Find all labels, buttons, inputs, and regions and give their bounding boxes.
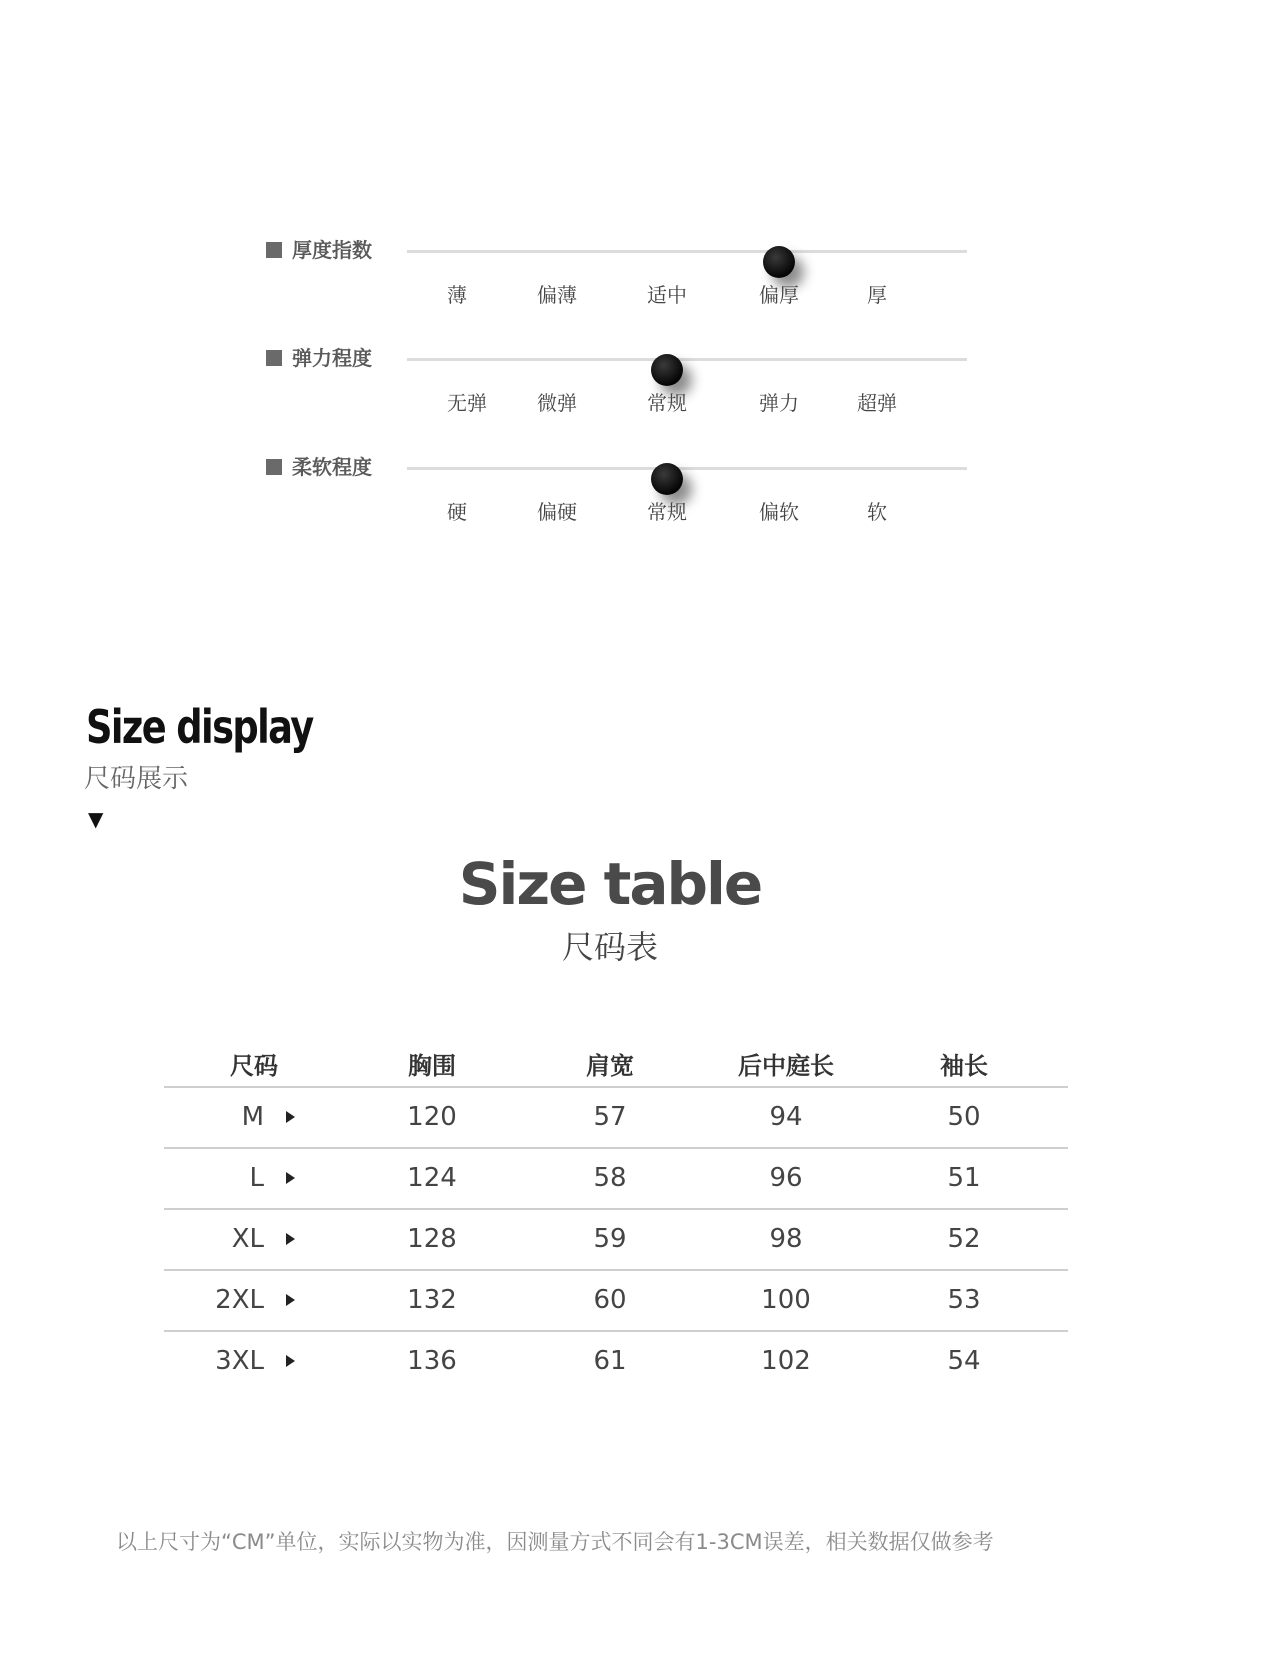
size-table-title: Size table bbox=[458, 850, 762, 918]
table-header bbox=[164, 1036, 1068, 1086]
chest-cell: 120 bbox=[407, 1102, 457, 1132]
header-size: 尺码 bbox=[230, 1052, 278, 1080]
thickness-option: 适中 bbox=[647, 283, 687, 307]
chest-cell: 136 bbox=[407, 1346, 457, 1376]
size-cell: 3XL bbox=[215, 1346, 264, 1376]
elasticity-option: 弹力 bbox=[759, 391, 799, 415]
table-row bbox=[164, 1330, 1068, 1391]
softness-option: 偏硬 bbox=[537, 500, 577, 524]
table-row bbox=[164, 1208, 1068, 1269]
table-row bbox=[164, 1147, 1068, 1208]
thickness-option: 偏厚 bbox=[759, 283, 799, 307]
triangle-down-icon: ▼ bbox=[88, 807, 104, 831]
attr-label-softness: 柔软程度 bbox=[266, 455, 372, 479]
chest-cell: 132 bbox=[407, 1285, 457, 1315]
table-row bbox=[164, 1086, 1068, 1147]
sleeve-cell: 54 bbox=[947, 1346, 981, 1376]
thickness-option: 厚 bbox=[867, 283, 887, 307]
shoulder-cell: 59 bbox=[593, 1224, 627, 1254]
attr-softness bbox=[266, 455, 966, 565]
softness-option: 偏软 bbox=[759, 500, 799, 524]
header-shoulder: 肩宽 bbox=[586, 1052, 634, 1080]
elasticity-option: 微弹 bbox=[537, 391, 577, 415]
square-bullet-icon bbox=[266, 350, 282, 366]
thickness-knob bbox=[763, 246, 795, 278]
softness-track bbox=[407, 467, 967, 470]
triangle-right-icon bbox=[286, 1355, 295, 1367]
footnote: 以上尺寸为“CM”单位，实际以实物为准，因测量方式不同会有1-3CM误差，相关数据仅做参考 bbox=[116, 1530, 994, 1554]
shoulder-cell: 57 bbox=[593, 1102, 627, 1132]
header-back-length: 后中庭长 bbox=[738, 1052, 834, 1080]
thickness-option: 偏薄 bbox=[537, 283, 577, 307]
shoulder-cell: 61 bbox=[593, 1346, 627, 1376]
shoulder-cell: 60 bbox=[593, 1285, 627, 1315]
chest-cell: 124 bbox=[407, 1163, 457, 1193]
square-bullet-icon bbox=[266, 242, 282, 258]
size-cell: L bbox=[249, 1163, 264, 1193]
size-cell: M bbox=[241, 1102, 264, 1132]
elasticity-track bbox=[407, 358, 967, 361]
sleeve-cell: 51 bbox=[947, 1163, 981, 1193]
triangle-right-icon bbox=[286, 1111, 295, 1123]
elasticity-option: 无弹 bbox=[447, 391, 487, 415]
attr-thickness bbox=[266, 238, 966, 348]
size-display-subtitle: 尺码展示 bbox=[84, 764, 189, 794]
elasticity-knob bbox=[651, 354, 683, 386]
thickness-option: 薄 bbox=[447, 283, 467, 307]
elasticity-option: 超弹 bbox=[857, 391, 897, 415]
triangle-right-icon bbox=[286, 1294, 295, 1306]
back-length-cell: 102 bbox=[761, 1346, 811, 1376]
size-table-subtitle: 尺码表 bbox=[561, 928, 658, 966]
back-length-cell: 100 bbox=[761, 1285, 811, 1315]
back-length-cell: 94 bbox=[769, 1102, 803, 1132]
chest-cell: 128 bbox=[407, 1224, 457, 1254]
attr-label-elasticity: 弹力程度 bbox=[266, 346, 372, 370]
sleeve-cell: 53 bbox=[947, 1285, 981, 1315]
sleeve-cell: 52 bbox=[947, 1224, 981, 1254]
square-bullet-icon bbox=[266, 459, 282, 475]
thickness-track bbox=[407, 250, 967, 253]
back-length-cell: 96 bbox=[769, 1163, 803, 1193]
attr-elasticity bbox=[266, 346, 966, 456]
triangle-right-icon bbox=[286, 1172, 295, 1184]
size-cell: 2XL bbox=[215, 1285, 264, 1315]
shoulder-cell: 58 bbox=[593, 1163, 627, 1193]
sleeve-cell: 50 bbox=[947, 1102, 981, 1132]
softness-option: 硬 bbox=[447, 500, 467, 524]
elasticity-option: 常规 bbox=[647, 391, 687, 415]
triangle-right-icon bbox=[286, 1233, 295, 1245]
softness-option: 常规 bbox=[647, 500, 687, 524]
size-table bbox=[164, 1036, 1068, 1391]
softness-option: 软 bbox=[867, 500, 887, 524]
softness-knob bbox=[651, 463, 683, 495]
header-chest: 胸围 bbox=[408, 1052, 456, 1080]
size-display-title: Size display bbox=[86, 700, 313, 754]
attr-label-thickness: 厚度指数 bbox=[266, 238, 372, 262]
table-row bbox=[164, 1269, 1068, 1330]
back-length-cell: 98 bbox=[769, 1224, 803, 1254]
size-cell: XL bbox=[231, 1224, 264, 1254]
header-sleeve: 袖长 bbox=[940, 1052, 988, 1080]
